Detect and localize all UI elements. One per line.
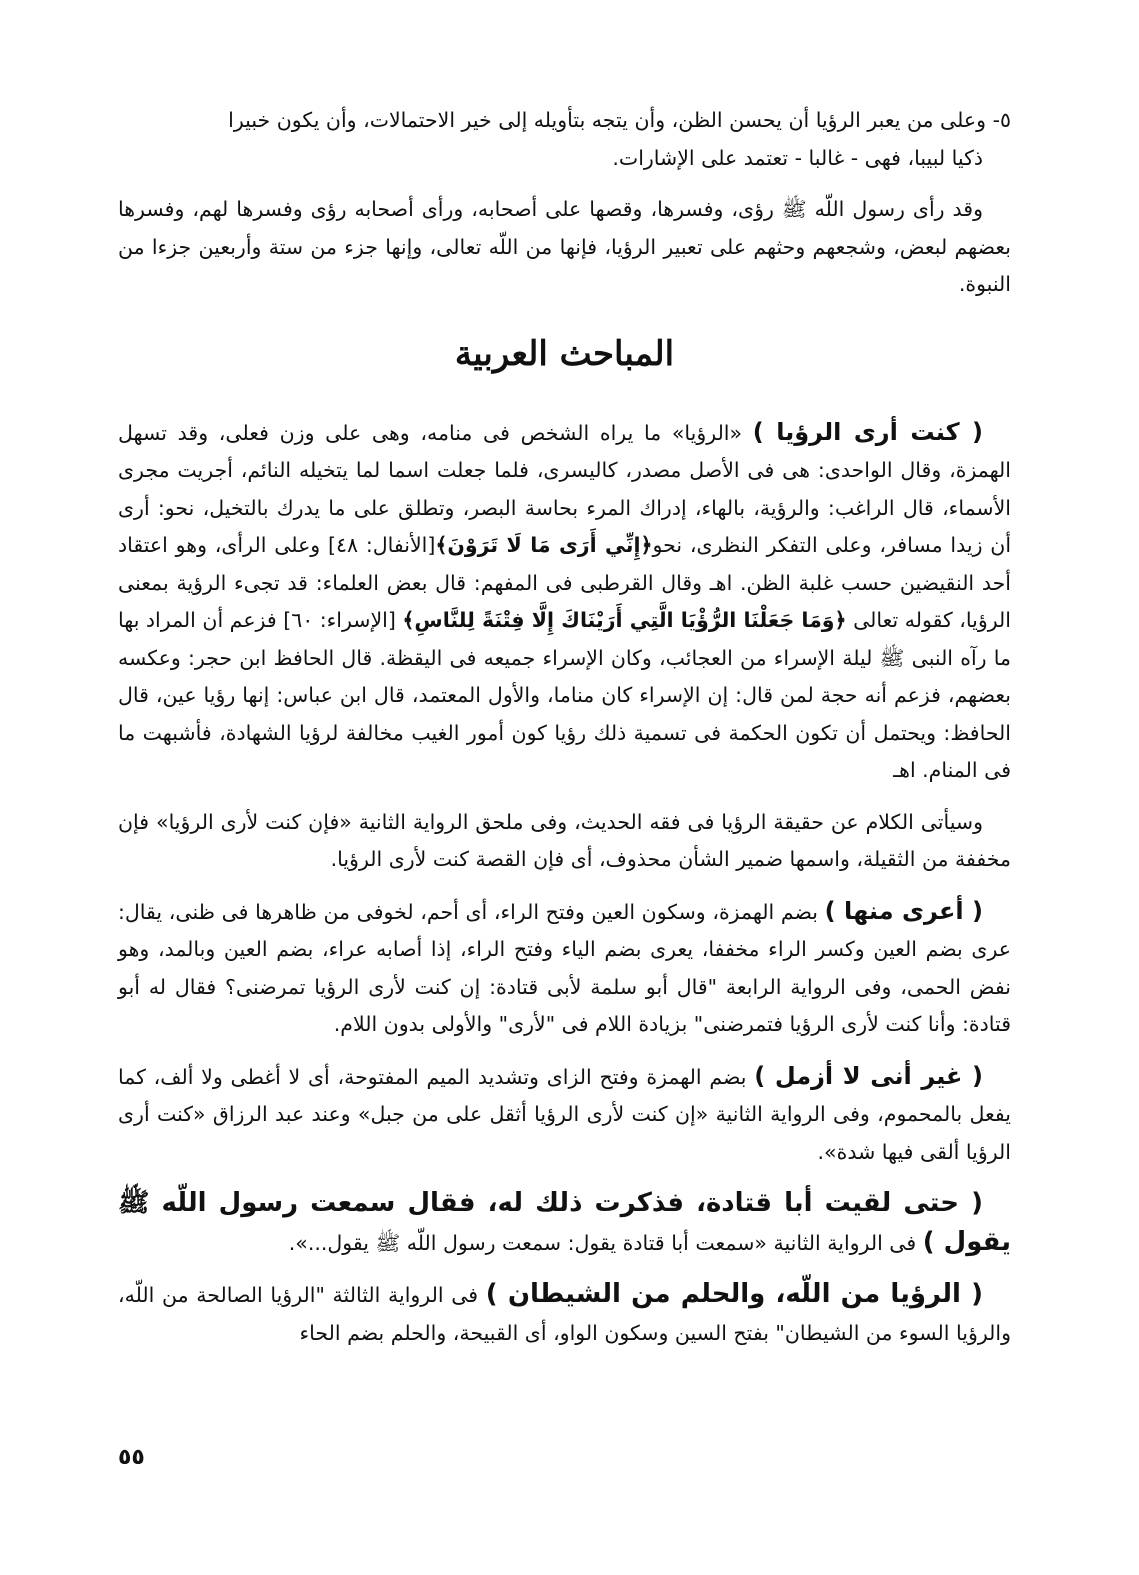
paragraph-kuntu-ara [118,414,1011,790]
page-number: ٥٥ [118,1445,145,1470]
lemma-kuntu-ara: ( كنت أرى الرؤيا ) [752,417,983,446]
intro-closing-paragraph: وقد رأى رسول اللّه ﷺ رؤى، وفسرها، وقصها على أصحابه، ورأى أصحابه رؤى وفسرها لهم، وفسرها بعضهم لبعض، وشجعهم وحثهم على تعبير الرؤيا، فإنها من اللّه تعالى، وإنها جزء من ستة وأربعين جزءا من النبوة. [118,197,1011,296]
intro-point-5 [118,102,1011,177]
paragraph-text: وعلى الرأى، وهو اعتقاد أحد النقيضين حسب غلبة الظن. اهـ وقال القرطبى فى المفهم: قال بعض العلماء: قد تجىء الرؤية بمعنى الرؤيا، كقوله تعالى [118,533,1011,632]
paragraph-text: فى الرواية الثانية «سمعت أبا قتادة يقول: سمعت رسول اللّه ﷺ يقول...». [288,1230,923,1255]
paragraph-text: [الإسراء: ٦٠] فزعم أن المراد بها ما رآه النبى ﷺ ليلة الإسراء من العجائب، وكان الإسراء جميعه فى اليقظة. قال الحافظ ابن حجر: وعكسه بعضهم، فزعم أنه حجة لمن قال: إن الإسراء كان مناما، والأول المعتمد، قال ابن عباس: إنها رؤيا عين، قال الحافظ: ويحتمل أن تكون الحكمة فى تسمية ذلك رؤيا كون أمور الغيب مخالفة لرؤيا الشهادة، فأشبهت ما فى المنام. اهـ [118,608,1011,782]
paragraph-haqiqat-ruya: وسيأتى الكلام عن حقيقة الرؤيا فى فقه الحديث، وفى ملحق الرواية الثانية «فإن كنت لأرى الرؤيا» فإن مخففة من الثقيلة، واسمها ضمير الشأن محذوف، أى فإن القصة كنت لأرى الرؤيا. [118,809,1011,871]
paragraph-text: «الرؤيا» ما يراه الشخص فى منامه، وهى على وزن فعلى، وقد تسهل الهمزة، وقال الواحدى: هى فى الأصل مصدر، كاليسرى، فلما جعلت اسما لما يتخيله النائم، أجريت مجرى الأسماء، قال الراغب: والرؤية، بالهاء، إدراك المرء بحاسة البصر، وتطلق على ما يدرك بالتخيل، نحو: أرى أن زيدا مسافر، وعلى التفكر النظرى، نحو [118,420,1012,557]
paragraph-hatta-laqitu [118,1185,1011,1262]
paragraph-ruya-min-allah [118,1276,1011,1352]
intro-point-5-line-2: ذكيا لبيبا، فهى - غالبا - تعتمد على الإشارات. [612,145,983,170]
paragraph-text: فى الرواية الثالثة "الرؤيا الصالحة من اللّه، والرؤيا السوء من الشيطان" بفتح السين وسكون الواو، أى القبيحة، والحلم بضم الحاء [118,1283,1011,1345]
lemma-hatta-laqitu: ( حتى لقيت أبا قتادة، فذكرت ذلك له، فقال سمعت رسول اللّه ﷺ يقول ) [118,1188,1011,1257]
intro-point-5-line-1: ٥- وعلى من يعبر الرؤيا أن يحسن الظن، وأن يتجه بتأويله إلى خير الاحتمالات، وأن يكون خبيرا [228,108,1011,132]
paragraph-ura-minha [118,893,1011,1044]
paragraph-text: بضم الهمزة، وسكون العين وفتح الراء، أى أحم، لخوفى من ظاهرها فى ظنى، يقال: عرى بضم العين وكسر الراء مخففا، يعرى بضم الياء وفتح الراء، إذا أصابه عراء، بضم العين وبالمد، وهو نفض الحمى، وفى الرواية الرابعة "قال أبو سلمة لأبى قتادة: إن كنت لأرى الرؤيا تمرضنى؟ فقال له أبو قتادة: وأنا كنت لأرى الرؤيا فتمرضنى" بزيادة اللام فى "لأرى" والأولى بدون اللام. [118,899,1011,1036]
section-heading: المباحث العربية [454,333,675,374]
lemma-ghayra-anni: ( غير أنى لا أزمل ) [754,1061,983,1090]
quran-verse: ﴿وَمَا جَعَلْنَا الرُّؤْيَا الَّتِي أَرَيْنَاكَ إِلَّا فِتْنَةً لِلنَّاسِ﴾ [402,608,847,632]
quran-verse: ﴿إِنِّي أَرَى مَا لَا تَرَوْنَ﴾ [435,533,653,557]
lemma-ura-minha: ( أعرى منها ) [824,896,984,925]
verse-reference: [الأنفال: ٤٨] [328,533,436,557]
paragraph-text: بضم الهمزة وفتح الزاى وتشديد الميم المفتوحة، أى لا أغطى ولا ألف، كما يفعل بالمحموم، وفى الرواية الثانية «إن كنت لأرى الرؤيا أثقل على من جبل» وعند عبد الرزاق «كنت أرى الرؤيا ألقى فيها شدة». [118,1064,1011,1164]
paragraph-ghayra-anni [118,1058,1011,1172]
lemma-ruya-min-allah: ( الرؤيا من اللّه، والحلم من الشيطان ) [485,1279,983,1309]
